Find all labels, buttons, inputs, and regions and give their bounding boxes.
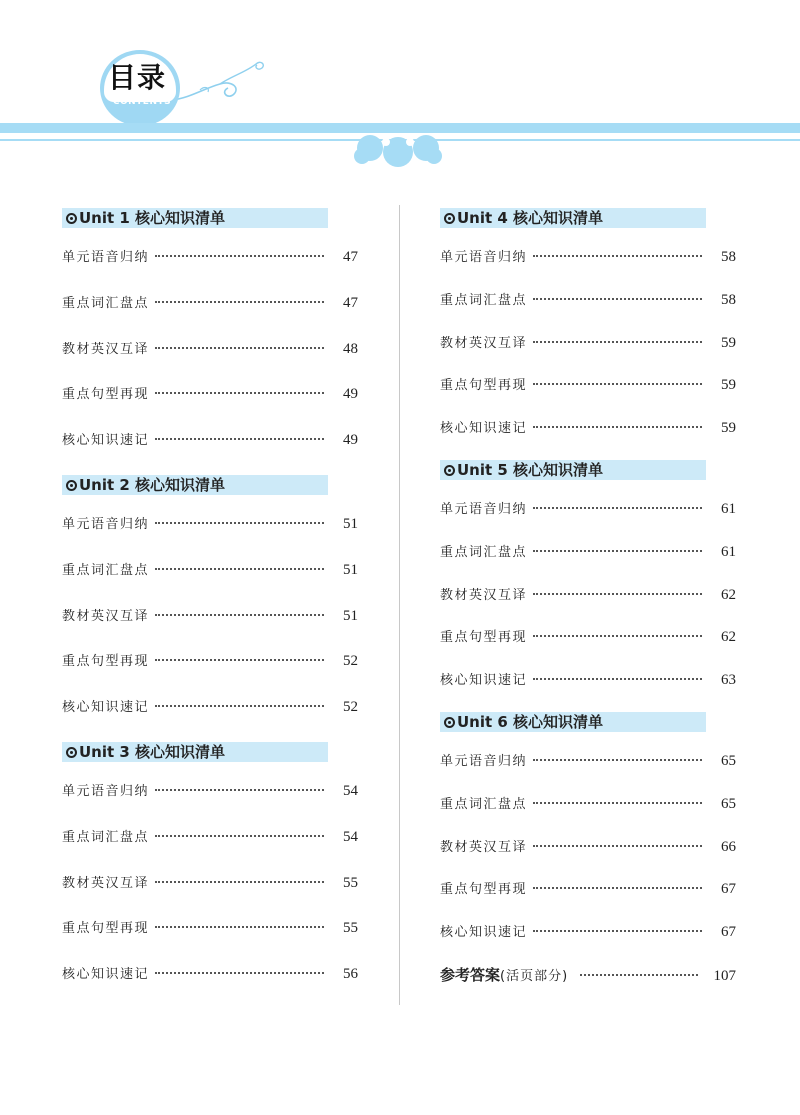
page-subtitle: CONTENTS [112,97,172,107]
unit-heading[interactable]: Unit 4 核心知识清单 [440,208,706,228]
toc-entry[interactable]: 核心知识速记 59 [440,420,736,437]
toc-entry[interactable]: 教材英汉互译 66 [440,838,736,855]
toc-entry[interactable]: 单元语音归纳 47 [62,249,358,265]
toc-entry[interactable]: 重点词汇盘点 65 [440,795,736,812]
toc-entry[interactable]: 重点词汇盘点 54 [62,828,358,845]
page-title: 目录 [108,61,167,94]
answers-note: (活页部分) [500,968,569,984]
answers-page: 107 [713,967,736,984]
swirl-ornament-icon [170,58,270,118]
toc-entry[interactable]: 单元语音归纳 54 [62,782,358,799]
toc-entry[interactable]: 重点句型再现 67 [440,881,736,898]
toc-entry[interactable]: 教材英汉互译 62 [440,586,736,603]
answers-entry[interactable] [440,964,736,984]
bullet-ring-icon [444,717,455,728]
toc-entry[interactable]: 核心知识速记 52 [62,699,358,716]
toc-entry[interactable]: 重点词汇盘点 58 [440,291,736,308]
toc-entry[interactable]: 单元语音归纳 51 [62,515,358,532]
bullet-ring-icon [444,213,455,224]
flower-ornament-icon [350,128,446,172]
toc-entry[interactable]: 教材英汉互译 51 [62,607,358,624]
toc-right-column [440,206,736,984]
toc-entry[interactable]: 教材英汉互译 55 [62,874,358,891]
toc-entry[interactable]: 核心知识速记 49 [62,432,358,449]
toc-entry[interactable]: 重点句型再现 62 [440,629,736,646]
toc-entry[interactable]: 教材英汉互译 48 [62,340,358,357]
unit-heading[interactable]: Unit 2 核心知识清单 [62,475,328,495]
toc-entry[interactable]: 重点句型再现 59 [440,377,736,394]
toc-entry[interactable]: 教材英汉互译 59 [440,334,736,351]
toc-entry[interactable]: 单元语音归纳 61 [440,500,736,517]
toc-entry[interactable]: 核心知识速记 63 [440,672,736,689]
bullet-ring-icon [66,213,77,224]
unit-heading[interactable]: Unit 5 核心知识清单 [440,460,706,480]
toc-entry[interactable]: 单元语音归纳 65 [440,752,736,769]
unit-heading[interactable]: Unit 6 核心知识清单 [440,712,706,732]
bullet-ring-icon [66,747,77,758]
column-divider [399,205,400,1005]
toc-entry[interactable]: 重点词汇盘点 47 [62,294,358,311]
toc-entry[interactable]: 重点词汇盘点 51 [62,561,358,578]
toc-entry[interactable]: 重点词汇盘点 61 [440,543,736,560]
bullet-ring-icon [66,480,77,491]
toc-entry[interactable]: 重点句型再现 52 [62,653,358,670]
toc-entry[interactable]: 重点句型再现 55 [62,920,358,937]
toc-entry[interactable]: 单元语音归纳 58 [440,249,736,265]
toc-entry[interactable]: 核心知识速记 67 [440,924,736,941]
unit-heading[interactable]: Unit 3 核心知识清单 [62,742,328,762]
toc-left-column [62,206,358,1009]
toc-entry[interactable]: 重点句型再现 49 [62,386,358,403]
answers-label: 参考答案 [440,965,501,984]
unit-heading[interactable]: Unit 1 核心知识清单 [62,208,328,228]
toc-entry[interactable]: 核心知识速记 56 [62,966,358,983]
bullet-ring-icon [444,465,455,476]
page-header [0,0,800,180]
